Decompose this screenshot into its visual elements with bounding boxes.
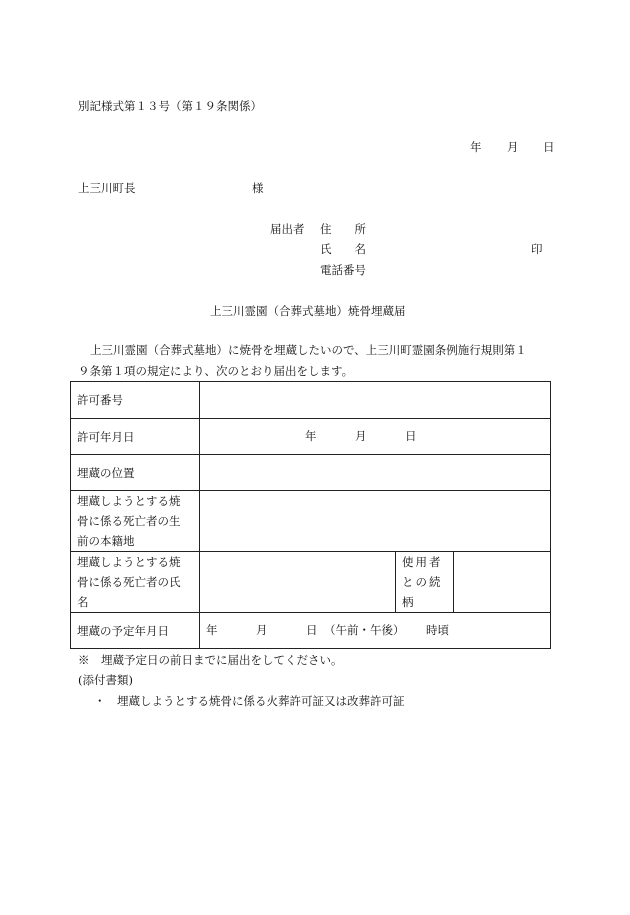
burial-form-table (70, 381, 551, 649)
scheduled-ampm: （午前・午後） (324, 623, 405, 637)
domicile-label-line-2: 骨に係る死亡者の生 (77, 514, 181, 528)
attachments-label: (添付書類) (78, 673, 133, 687)
permit-date-month: 月 (355, 429, 367, 443)
permit-number-field[interactable] (200, 382, 551, 419)
form-number: 別記様式第１３号（第１９条関係） (78, 99, 262, 113)
addressee-name: 上三川町長 (78, 181, 136, 195)
address-label: 住 所 (320, 222, 366, 236)
scheduled-day: 日 (306, 623, 318, 637)
table-row (71, 419, 551, 455)
permit-date-day: 日 (405, 429, 417, 443)
relationship-label-line-2: との続 (402, 575, 443, 589)
permit-number-label: 許可番号 (71, 382, 200, 419)
scheduled-year: 年 (206, 623, 218, 637)
submission-date-year: 年 (470, 140, 482, 154)
seal-mark: 印 (531, 242, 543, 256)
table-row (71, 491, 551, 552)
note-deadline: ※ 埋蔵予定日の前日までに届出をしてください。 (78, 653, 343, 667)
relationship-label (396, 552, 454, 613)
deceased-name-label (71, 552, 200, 613)
relationship-label-line-3: 柄 (402, 595, 416, 609)
relationship-label-line-1: 使用者 (402, 555, 443, 569)
domicile-label (71, 491, 200, 552)
scheduled-month: 月 (256, 623, 268, 637)
scheduled-time: 時頃 (426, 623, 449, 637)
scheduled-date-field[interactable] (200, 613, 551, 649)
submission-date-month: 月 (507, 140, 519, 154)
table-row (71, 552, 551, 613)
table-row (71, 613, 551, 649)
addressee-honorific: 様 (252, 181, 264, 195)
deceased-label-line-3: 名 (77, 595, 89, 609)
domicile-label-line-3: 前の本籍地 (77, 534, 135, 548)
permit-date-field[interactable] (200, 419, 551, 455)
permit-date-year: 年 (305, 429, 317, 443)
intro-line-2: ９条第１項の規定により、次のとおり届出をします。 (78, 364, 354, 378)
permit-date-label: 許可年月日 (71, 419, 200, 455)
attachment-item: ・ 埋蔵しようとする焼骨に係る火葬許可証又は改葬許可証 (94, 694, 405, 708)
applicant-label: 届出者 (270, 222, 305, 236)
burial-location-field[interactable] (200, 455, 551, 491)
relationship-field[interactable] (454, 552, 551, 613)
document-title: 上三川霊園（合葬式墓地）焼骨埋蔵届 (210, 304, 406, 318)
deceased-label-line-1: 埋蔵しようとする焼 (77, 555, 181, 569)
name-label: 氏 名 (320, 242, 366, 256)
table-row (71, 455, 551, 491)
deceased-label-line-2: 骨に係る死亡者の氏 (77, 575, 181, 589)
phone-label: 電話番号 (320, 263, 366, 277)
domicile-label-line-1: 埋蔵しようとする焼 (77, 494, 181, 508)
domicile-field[interactable] (200, 491, 551, 552)
submission-date-day: 日 (543, 140, 555, 154)
intro-line-1: 上三川霊園（合葬式墓地）に焼骨を埋蔵したいので、上三川町霊園条例施行規則第１ (90, 343, 527, 357)
burial-location-label: 埋蔵の位置 (71, 455, 200, 491)
scheduled-date-label: 埋蔵の予定年月日 (71, 613, 200, 649)
deceased-name-field[interactable] (200, 552, 396, 613)
table-row (71, 382, 551, 419)
